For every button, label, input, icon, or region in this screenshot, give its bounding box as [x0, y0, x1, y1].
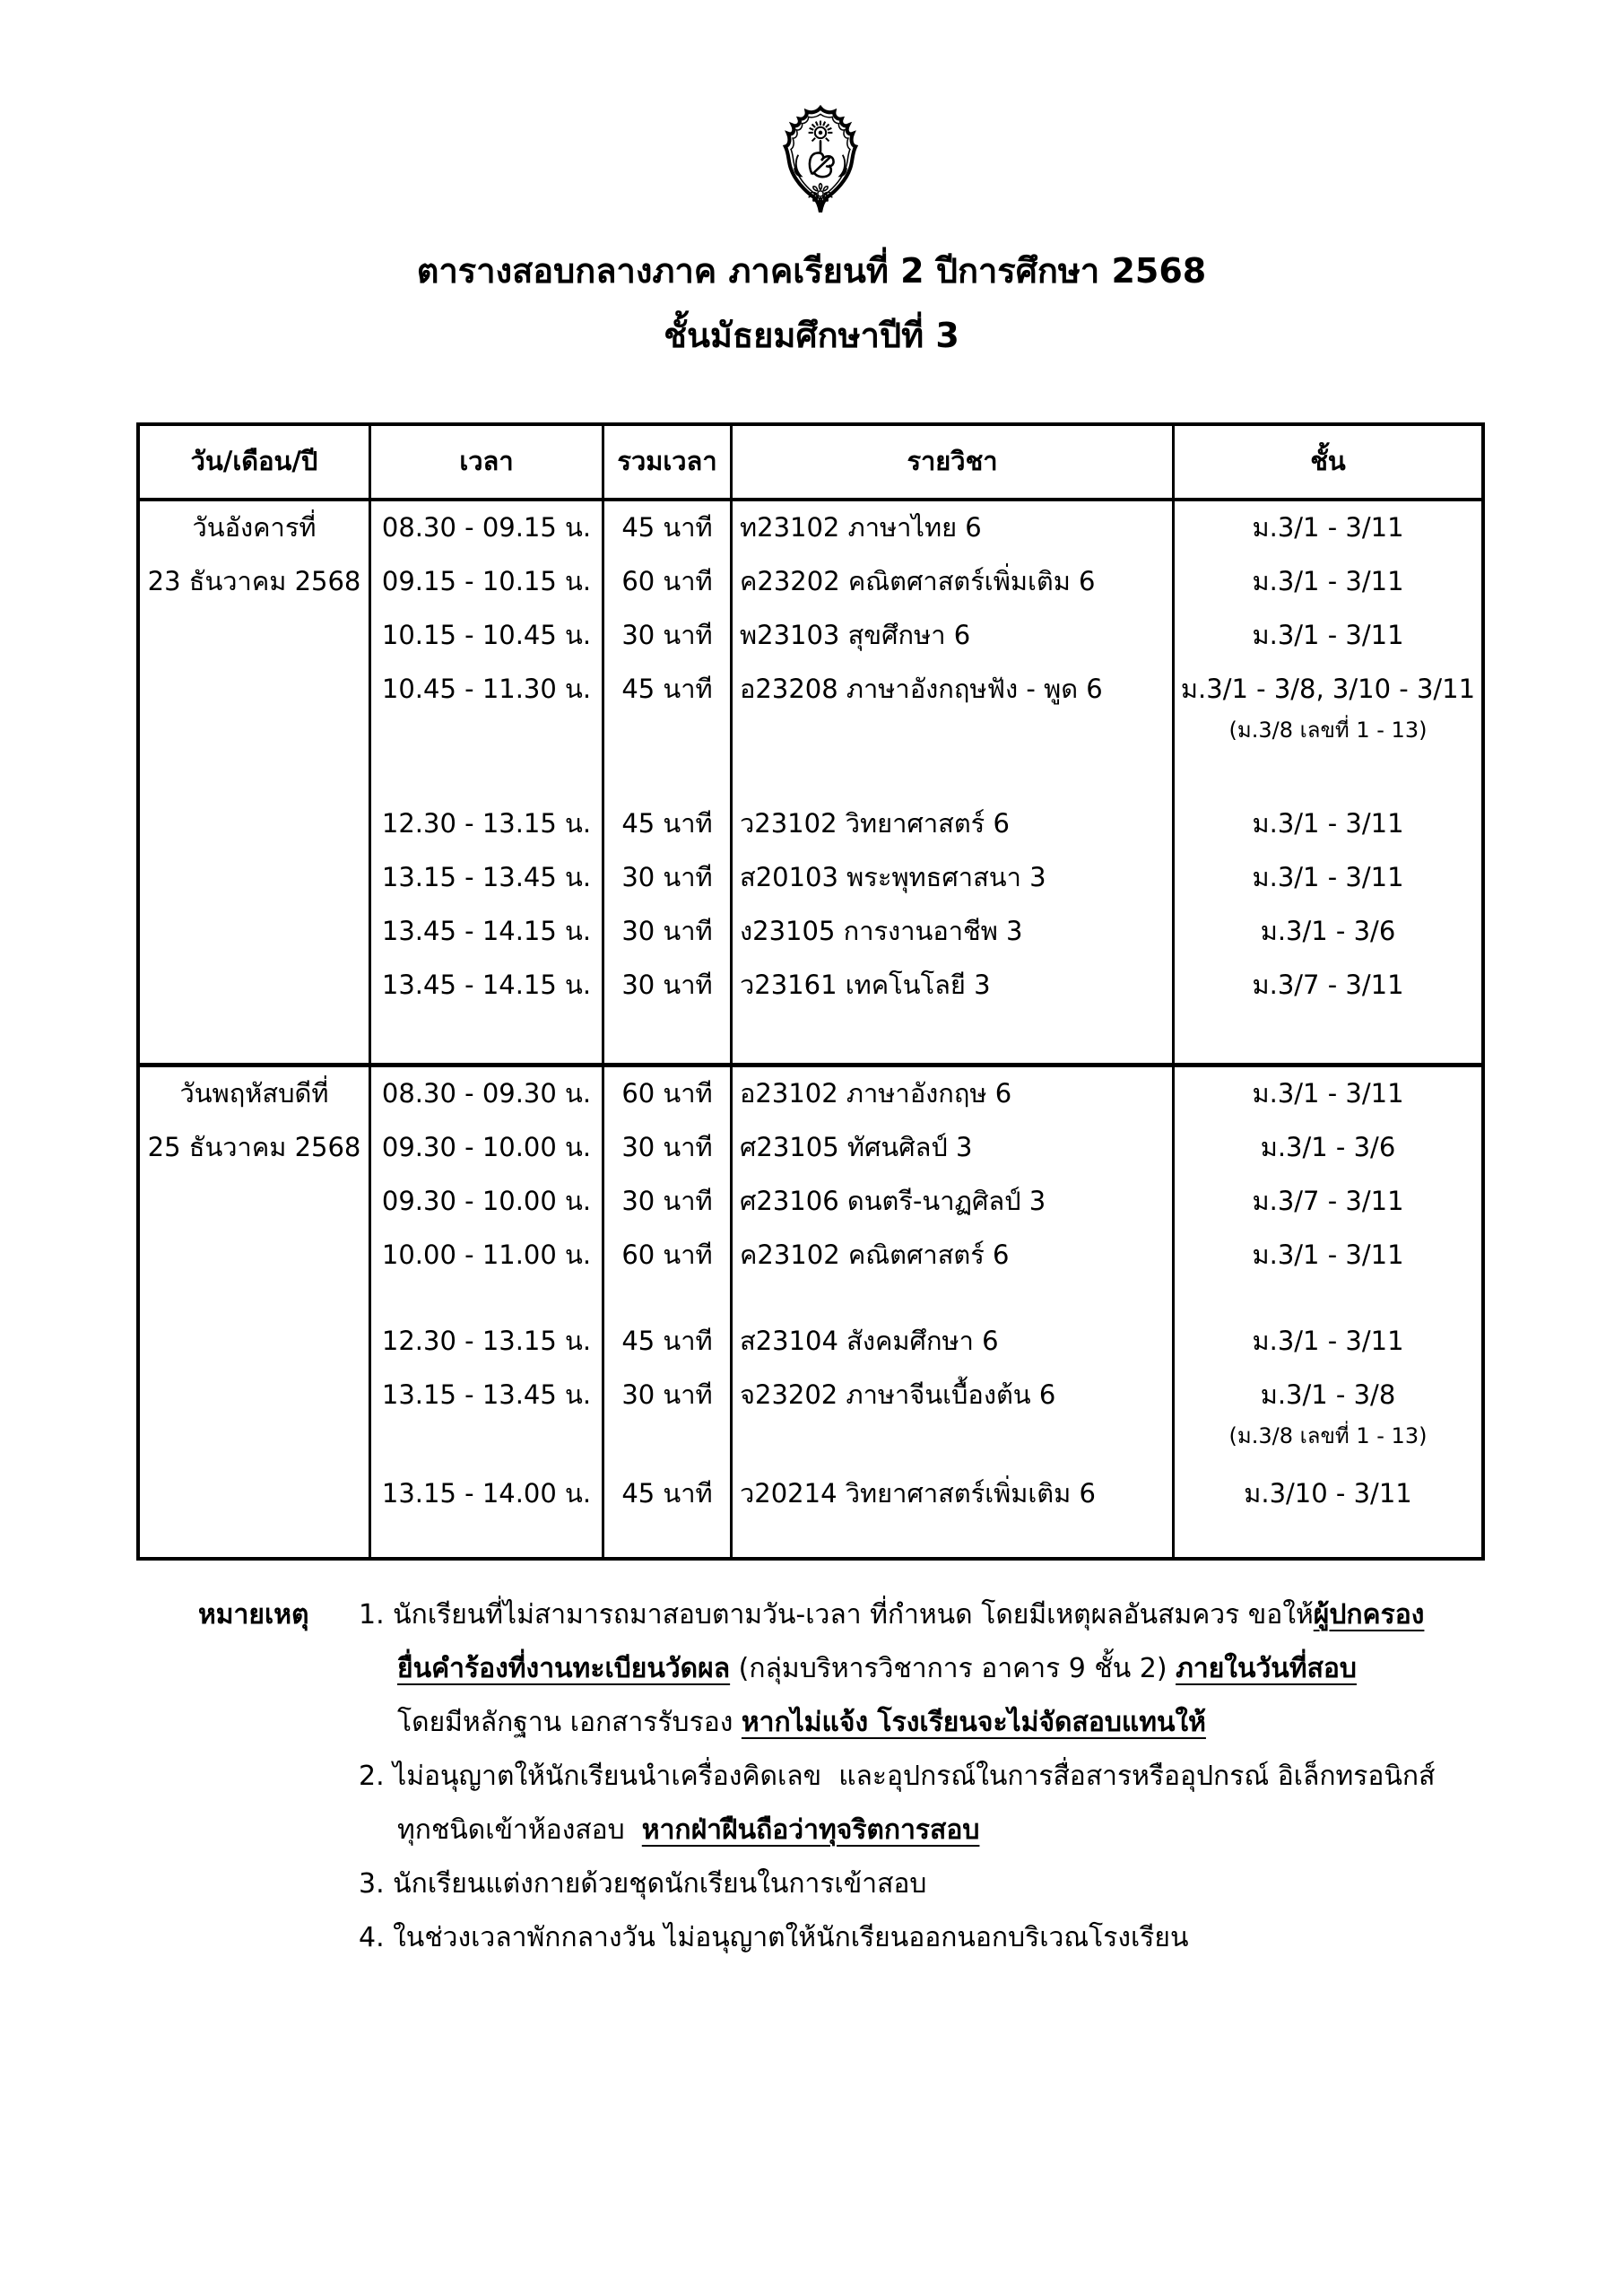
duration-cell: 30 นาที [604, 1175, 733, 1229]
col-header-duration: รวมเวลา [604, 426, 733, 498]
notes-label: หมายเหตุ [198, 1598, 309, 1631]
note-text-segment: โดยมีหลักฐาน เอกสารรับรอง [397, 1706, 742, 1738]
note-text-segment: (กลุ่มบริหารวิชาการ อาคาร 9 ชั้น 2) [730, 1652, 1176, 1684]
subject-cell: ส20103 พระพุทธศาสนา 3 [733, 851, 1175, 905]
note-text-segment: 4. ในช่วงเวลาพักกลางวัน ไม่อนุญาตให้นักเรียนออกนอกบริเวณโรงเรียน [359, 1921, 1189, 1953]
note-emphasis-text: หากฝ่าฝืนถือว่าทุจริตการสอบ [641, 1813, 980, 1846]
time-cell: 13.15 - 14.00 น. [371, 1467, 604, 1521]
empty-cell [371, 1283, 604, 1315]
col-header-subject: รายวิชา [733, 426, 1175, 498]
empty-cell [1175, 761, 1481, 797]
class-cell: ม.3/1 - 3/11 [1252, 1326, 1404, 1357]
empty-cell [733, 1283, 1175, 1315]
note-emphasis-text: หากไม่แจ้ง โรงเรียนจะไม่จัดสอบแทนให้ [741, 1706, 1206, 1738]
time-cell: 10.15 - 10.45 น. [371, 609, 604, 663]
day-date-label: 23 ธันวาคม 2568 [147, 566, 361, 597]
empty-cell [604, 761, 733, 797]
note-text-segment: 1. นักเรียนที่ไม่สามารถมาสอบตามวัน-เวลา ที่กำหนด โดยมีเหตุผลอันสมควร ขอให้ [359, 1598, 1314, 1631]
empty-cell [371, 1521, 604, 1557]
subject-cell: อ23102 ภาษาอังกฤษ 6 [733, 1067, 1175, 1121]
table-section-day-2 [140, 1063, 1481, 1557]
note-emphasis-text: ผู้ปกครอง [1313, 1598, 1425, 1631]
duration-cell: 30 นาที [604, 851, 733, 905]
empty-cell [1175, 1283, 1481, 1315]
duration-cell: 30 นาที [604, 905, 733, 959]
subject-cell: ว23161 เทคโนโลยี 3 [733, 959, 1175, 1013]
time-cell: 13.45 - 14.15 น. [371, 959, 604, 1013]
duration-cell: 45 นาที [604, 1467, 733, 1521]
empty-cell [371, 717, 604, 761]
time-cell: 10.45 - 11.30 น. [371, 663, 604, 717]
note-line [359, 1641, 1524, 1695]
note-line [359, 1857, 1524, 1910]
duration-cell: 45 นาที [604, 501, 733, 555]
empty-cell [733, 1521, 1175, 1557]
grade-level-title: ชั้นมัธยมศึกษาปีที่ 3 [664, 316, 959, 355]
note-line [359, 1587, 1524, 1641]
subject-cell: ว20214 วิทยาศาสตร์เพิ่มเติม 6 [733, 1467, 1175, 1521]
class-cell: ม.3/1 - 3/11 [1252, 862, 1404, 893]
duration-cell: 30 นาที [604, 609, 733, 663]
note-text-segment: 3. นักเรียนแต่งกายด้วยชุดนักเรียนในการเข้าสอบ [359, 1867, 927, 1900]
day-cell [140, 501, 371, 1063]
class-cell: ม.3/10 - 3/11 [1244, 1478, 1412, 1509]
note-emphasis-text: ภายในวันที่สอบ [1176, 1652, 1357, 1684]
class-cell: ม.3/1 - 3/11 [1252, 1078, 1404, 1109]
duration-cell: 30 นาที [604, 959, 733, 1013]
class-note: (ม.3/8 เลขที่ 1 - 13) [1228, 718, 1428, 743]
notes-list [359, 1587, 1524, 1964]
duration-cell: 45 นาที [604, 797, 733, 851]
note-emphasis-text: ยื่นคำร้องที่งานทะเบียนวัดผล [397, 1652, 731, 1684]
day-date-label: 25 ธันวาคม 2568 [147, 1132, 361, 1163]
empty-cell [604, 1521, 733, 1557]
duration-cell: 45 นาที [604, 1315, 733, 1369]
empty-cell [371, 761, 604, 797]
subject-cell: ว23102 วิทยาศาสตร์ 6 [733, 797, 1175, 851]
time-cell: 10.00 - 11.00 น. [371, 1229, 604, 1283]
subject-cell: ค23102 คณิตศาสตร์ 6 [733, 1229, 1175, 1283]
class-cell: ม.3/1 - 3/11 [1252, 566, 1404, 597]
duration-cell: 45 นาที [604, 663, 733, 717]
subject-cell: ท23102 ภาษาไทย 6 [733, 501, 1175, 555]
day-name-label: วันพฤหัสบดีที่ [179, 1078, 329, 1109]
duration-cell: 60 นาที [604, 555, 733, 609]
class-cell: ม.3/1 - 3/8, 3/10 - 3/11 [1180, 674, 1476, 705]
empty-cell [604, 1283, 733, 1315]
duration-cell: 60 นาที [604, 1229, 733, 1283]
time-cell: 13.45 - 14.15 น. [371, 905, 604, 959]
empty-cell [604, 1422, 733, 1467]
subject-cell: จ23202 ภาษาจีนเบื้องต้น 6 [733, 1369, 1175, 1422]
subject-cell: อ23208 ภาษาอังกฤษฟัง - พูด 6 [733, 663, 1175, 717]
subject-cell: ศ23106 ดนตรี-นาฏศิลป์ 3 [733, 1175, 1175, 1229]
duration-cell: 30 นาที [604, 1369, 733, 1422]
subject-cell: พ23103 สุขศึกษา 6 [733, 609, 1175, 663]
empty-cell [1175, 1013, 1481, 1063]
subject-cell: ศ23105 ทัศนศิลป์ 3 [733, 1121, 1175, 1175]
time-cell: 09.30 - 10.00 น. [371, 1175, 604, 1229]
empty-cell [371, 1013, 604, 1063]
empty-cell [733, 761, 1175, 797]
class-cell: ม.3/7 - 3/11 [1252, 970, 1404, 1001]
time-cell: 09.15 - 10.15 น. [371, 555, 604, 609]
subject-cell: ส23104 สังคมศึกษา 6 [733, 1315, 1175, 1369]
duration-cell: 30 นาที [604, 1121, 733, 1175]
class-cell: ม.3/1 - 3/11 [1252, 808, 1404, 839]
class-cell: ม.3/1 - 3/11 [1252, 512, 1404, 544]
empty-cell [604, 1013, 733, 1063]
note-line [359, 1695, 1524, 1749]
class-cell: ม.3/1 - 3/11 [1252, 620, 1404, 651]
time-cell: 12.30 - 13.15 น. [371, 1315, 604, 1369]
day-name-label: วันอังคารที่ [192, 512, 317, 544]
col-header-time: เวลา [371, 426, 604, 498]
empty-cell [733, 1422, 1175, 1467]
class-cell: ม.3/1 - 3/8 [1260, 1379, 1396, 1411]
exam-table [136, 422, 1485, 1561]
note-line [359, 1749, 1524, 1803]
subject-cell: ง23105 การงานอาชีพ 3 [733, 905, 1175, 959]
time-cell: 13.15 - 13.45 น. [371, 851, 604, 905]
empty-cell [371, 1422, 604, 1467]
note-line [359, 1803, 1524, 1857]
time-cell: 09.30 - 10.00 น. [371, 1121, 604, 1175]
empty-cell [604, 717, 733, 761]
col-header-class: ชั้น [1310, 446, 1346, 477]
time-cell: 13.15 - 13.45 น. [371, 1369, 604, 1422]
note-text-segment: ทุกชนิดเข้าห้องสอบ [397, 1813, 642, 1846]
empty-cell [733, 1013, 1175, 1063]
exam-schedule-title: ตารางสอบกลางภาค ภาคเรียนที่ 2 ปีการศึกษา 2568 [416, 251, 1207, 291]
time-cell: 08.30 - 09.30 น. [371, 1067, 604, 1121]
note-text-segment: 2. ไม่อนุญาตให้นักเรียนนำเครื่องคิดเลข และอุปกรณ์ในการสื่อสารหรืออุปกรณ์ อิเล็กทรอนิกส์ [359, 1760, 1436, 1792]
time-cell: 08.30 - 09.15 น. [371, 501, 604, 555]
class-cell: ม.3/1 - 3/6 [1260, 916, 1396, 947]
school-crest-icon [771, 104, 870, 226]
duration-cell: 60 นาที [604, 1067, 733, 1121]
day-cell [140, 1067, 371, 1557]
subject-cell: ค23202 คณิตศาสตร์เพิ่มเติม 6 [733, 555, 1175, 609]
exam-table-body [140, 501, 1481, 1557]
class-note: (ม.3/8 เลขที่ 1 - 13) [1228, 1423, 1428, 1448]
time-cell: 12.30 - 13.15 น. [371, 797, 604, 851]
table-section-day-1 [140, 501, 1481, 1063]
note-line [359, 1910, 1524, 1964]
class-cell: ม.3/1 - 3/6 [1260, 1132, 1396, 1163]
col-header-date: วัน/เดือน/ปี [140, 426, 371, 498]
table-header-row [140, 426, 1481, 501]
class-cell: ม.3/7 - 3/11 [1252, 1186, 1404, 1217]
class-cell: ม.3/1 - 3/11 [1252, 1239, 1404, 1271]
empty-cell [1175, 1521, 1481, 1557]
empty-cell [733, 717, 1175, 761]
